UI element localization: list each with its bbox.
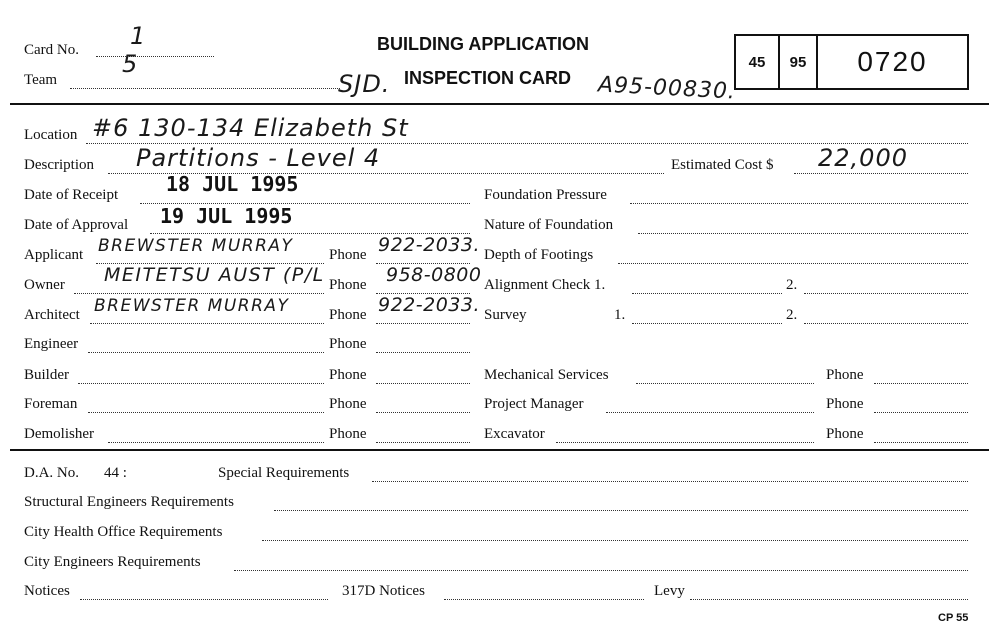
- owner-label: Owner: [24, 277, 65, 293]
- team-label: Team: [24, 72, 58, 88]
- card-no-label: Card No.: [24, 42, 79, 58]
- builder-label: Builder: [24, 367, 69, 383]
- card-no-value: 1: [130, 22, 146, 50]
- header-divider: [10, 103, 989, 105]
- owner-phone-label: Phone: [329, 277, 367, 293]
- project-manager-line[interactable]: [606, 412, 814, 413]
- date-receipt-label: Date of Receipt: [24, 187, 119, 203]
- project-manager-label: Project Manager: [484, 396, 584, 412]
- da-no-label: D.A. No.: [24, 465, 79, 481]
- survey-1-line[interactable]: [632, 323, 782, 324]
- structural-requirements-label: Structural Engineers Requirements: [24, 494, 234, 510]
- foreman-label: Foreman: [24, 396, 78, 412]
- foundation-pressure-label: Foundation Pressure: [484, 187, 607, 203]
- survey-2-line[interactable]: [804, 323, 968, 324]
- da-no-value: 44 :: [104, 465, 127, 481]
- nature-foundation-label: Nature of Foundation: [484, 217, 614, 233]
- architect-phone-label: Phone: [329, 307, 367, 323]
- foreman-line[interactable]: [88, 412, 324, 413]
- alignment-check-label: Alignment Check 1.: [484, 277, 606, 293]
- alignment-check-2-line[interactable]: [804, 293, 968, 294]
- excavator-phone-label: Phone: [826, 426, 864, 442]
- foreman-phone-label: Phone: [329, 396, 367, 412]
- team-value: 5: [122, 50, 138, 78]
- applicant-phone-value: 922-2033.: [378, 234, 481, 256]
- architect-phone-line[interactable]: [376, 323, 470, 324]
- date-approval-label: Date of Approval: [24, 217, 129, 233]
- applicant-label: Applicant: [24, 247, 84, 263]
- survey-1-label: 1.: [614, 307, 626, 323]
- builder-phone-line[interactable]: [376, 383, 470, 384]
- alignment-check-1-line[interactable]: [632, 293, 782, 294]
- demolisher-label: Demolisher: [24, 426, 94, 442]
- health-requirements-label: City Health Office Requirements: [24, 524, 223, 540]
- notices-317d-label: 317D Notices: [342, 583, 425, 599]
- date-approval-stamp: 19 JUL 1995: [160, 204, 293, 228]
- notices-317d-line[interactable]: [444, 599, 644, 600]
- foreman-phone-line[interactable]: [376, 412, 470, 413]
- builder-phone-label: Phone: [329, 367, 367, 383]
- card-number-box: [734, 34, 969, 90]
- excavator-phone-line[interactable]: [874, 442, 968, 443]
- special-requirements-line[interactable]: [372, 481, 968, 482]
- engineer-phone-line[interactable]: [376, 352, 470, 353]
- alignment-check-2-label: 2.: [786, 277, 798, 293]
- special-requirements-label: Special Requirements: [218, 465, 350, 481]
- city-engineers-line[interactable]: [234, 570, 968, 571]
- health-requirements-line[interactable]: [262, 540, 968, 541]
- card-box-number: 0720: [857, 46, 928, 77]
- demolisher-phone-label: Phone: [329, 426, 367, 442]
- card-no-line[interactable]: [96, 56, 214, 57]
- estimated-cost-line[interactable]: [794, 173, 968, 174]
- description-value: Partitions - Level 4: [136, 144, 381, 172]
- architect-label: Architect: [24, 307, 80, 323]
- owner-phone-value: 958-0800: [386, 264, 482, 286]
- owner-line[interactable]: [74, 293, 324, 294]
- estimated-cost-label: Estimated Cost $: [671, 157, 774, 173]
- engineer-line[interactable]: [88, 352, 324, 353]
- architect-line[interactable]: [90, 323, 324, 324]
- mechanical-phone-label: Phone: [826, 367, 864, 383]
- form-title-line1: BUILDING APPLICATION: [377, 34, 589, 54]
- location-label: Location: [24, 127, 78, 143]
- engineer-phone-label: Phone: [329, 336, 367, 352]
- survey-2-label: 2.: [786, 307, 798, 323]
- applicant-phone-label: Phone: [329, 247, 367, 263]
- depth-footings-line[interactable]: [618, 263, 968, 264]
- nature-foundation-line[interactable]: [638, 233, 968, 234]
- notices-label: Notices: [24, 583, 70, 599]
- levy-label: Levy: [654, 583, 685, 599]
- card-box-45: 45: [736, 36, 780, 88]
- structural-requirements-line[interactable]: [274, 510, 968, 511]
- applicant-value: BREWSTER MURRAY: [98, 236, 294, 256]
- section-divider: [10, 449, 989, 451]
- survey-label: Survey: [484, 307, 527, 323]
- demolisher-phone-line[interactable]: [376, 442, 470, 443]
- owner-value: MEITETSU AUST (P/L: [104, 264, 325, 286]
- description-label: Description: [24, 157, 94, 173]
- foundation-pressure-line[interactable]: [630, 203, 968, 204]
- project-manager-phone-line[interactable]: [874, 412, 968, 413]
- date-receipt-stamp: 18 JUL 1995: [166, 172, 299, 196]
- estimated-cost-value: 22,000: [818, 144, 908, 172]
- project-manager-phone-label: Phone: [826, 396, 864, 412]
- mechanical-services-label: Mechanical Services: [484, 367, 609, 383]
- team-initials: SJD.: [338, 70, 391, 98]
- excavator-label: Excavator: [484, 426, 545, 442]
- location-value: #6 130-134 Elizabeth St: [92, 114, 409, 142]
- card-box-95: 95: [780, 36, 818, 88]
- levy-line[interactable]: [690, 599, 968, 600]
- demolisher-line[interactable]: [108, 442, 324, 443]
- architect-phone-value: 922-2033.: [378, 294, 481, 316]
- excavator-line[interactable]: [556, 442, 814, 443]
- depth-footings-label: Depth of Footings: [484, 247, 594, 263]
- form-title-line2: INSPECTION CARD: [404, 68, 572, 88]
- builder-line[interactable]: [78, 383, 324, 384]
- mechanical-phone-line[interactable]: [874, 383, 968, 384]
- team-line[interactable]: [70, 88, 340, 89]
- application-number: A95-00830.: [597, 72, 737, 105]
- notices-line[interactable]: [80, 599, 328, 600]
- city-engineers-label: City Engineers Requirements: [24, 554, 201, 570]
- engineer-label: Engineer: [24, 336, 79, 352]
- architect-value: BREWSTER MURRAY: [94, 296, 290, 316]
- mechanical-services-line[interactable]: [636, 383, 814, 384]
- form-code: CP 55: [938, 612, 969, 624]
